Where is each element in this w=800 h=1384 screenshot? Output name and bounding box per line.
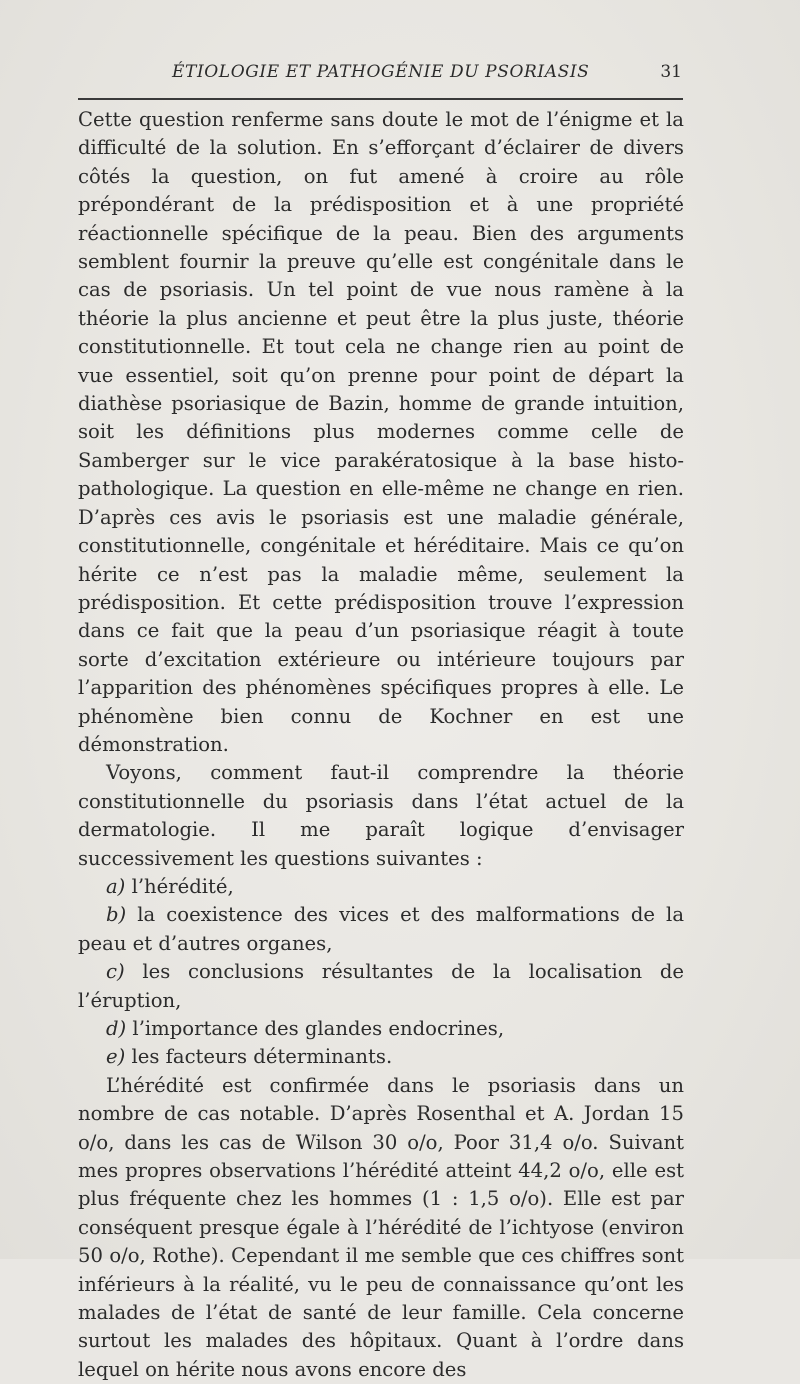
list-text: la coexistence des vices et des malformations de la peau et d’autres organes, <box>78 903 685 955</box>
paragraph-2: Voyons, comment faut-il comprendre la théorie constitutionnelle du psoriasis dans l’état actuel de la dermatologie. Il me paraît logique d’envisager successivement les questions suivantes : <box>78 761 684 870</box>
list-text: l’importance des glandes endocrines, <box>132 1017 505 1040</box>
header-rule <box>78 98 683 100</box>
list-item-e <box>78 1043 684 1071</box>
list-text: l’hérédité, <box>131 874 234 898</box>
list-text: les facteurs déterminants. <box>131 1045 393 1069</box>
running-head: ÉTIOLOGIE ET PATHOGÉNIE DU PSORIASIS <box>172 62 590 82</box>
list-item-b <box>78 901 684 958</box>
list-letter: d) <box>106 1017 127 1040</box>
paragraph-3: L’hérédité est confirmée dans le psoriasis dans un nombre de cas notable. D’après Rosenthal et A. Jordan 15 o/o, dans les cas de Wilson 30 o/o, Poor 31,4 o/o. Suivant mes propres observations l’hérédité atteint 44,2 o/o, elle est plus fréquente chez les hommes (1 : 1,5 o/o). Elle est par conséquent presque égale à l’hérédité de l’ichtyose (environ 50 o/o, Rothe). Cependant il me semble que ces chiffres sont inférieurs à la réalité, vu le peu de connaissance qu’ont les malades de l’état de santé de leur famille. Cela concerne surtout les malades des hôpitaux. Quant à l’ordre dans lequel on hérite nous avons encore des <box>78 1073 684 1381</box>
list-letter: e) <box>106 1045 126 1069</box>
list-letter: c) <box>106 960 125 984</box>
list-item-d <box>78 1015 684 1043</box>
list-letter: a) <box>106 874 126 898</box>
list-letter: b) <box>106 903 127 927</box>
page-header <box>78 62 682 88</box>
page-number: 31 <box>660 62 682 82</box>
list-text: les conclusions résultantes de la localisation de l’éruption, <box>78 960 685 1012</box>
paragraph-1: Cette question renferme sans doute le mot de l’énigme et la difficulté de la solution. En s’efforçant d’éclairer de divers côtés la question, on fut amené à croire au rôle prépondérant de la prédisposition et à une propriété réactionnelle spécifique de la peau. Bien des arguments semblent fournir la preuve qu’elle est congénitale dans le cas de psoriasis. Un tel point de vue nous ramène à la théorie la plus ancienne et peut être la plus juste, théorie constitutionnelle. Et tout cela ne change rien au point de vue essentiel, soit qu’on prenne pour point de départ la diathèse psoriasique de Bazin, homme de grande intuition, soit les définitions plus modernes comme celle de Samberger sur le vice parakératosique à la base histo-pathologique. La question en elle-même ne change en rien. D’après ces avis le psoriasis est une maladie générale, constitutionnelle, congénitale et héréditaire. Mais ce qu’on hérite ce n’est pas la maladie même, seulement la prédisposition. Et cette prédisposition trouve l’expression dans ce fait que la peau d’un psoriasique réagit à toute sorte d’excitation extérieure ou intérieure toujours par l’apparition des phénomènes spécifiques propres à elle. Le phénomène bien connu de Kochner en est une démonstration. <box>78 108 684 756</box>
list-item-c <box>78 958 684 1015</box>
body-text <box>78 106 684 1384</box>
list-item-a <box>78 873 684 901</box>
